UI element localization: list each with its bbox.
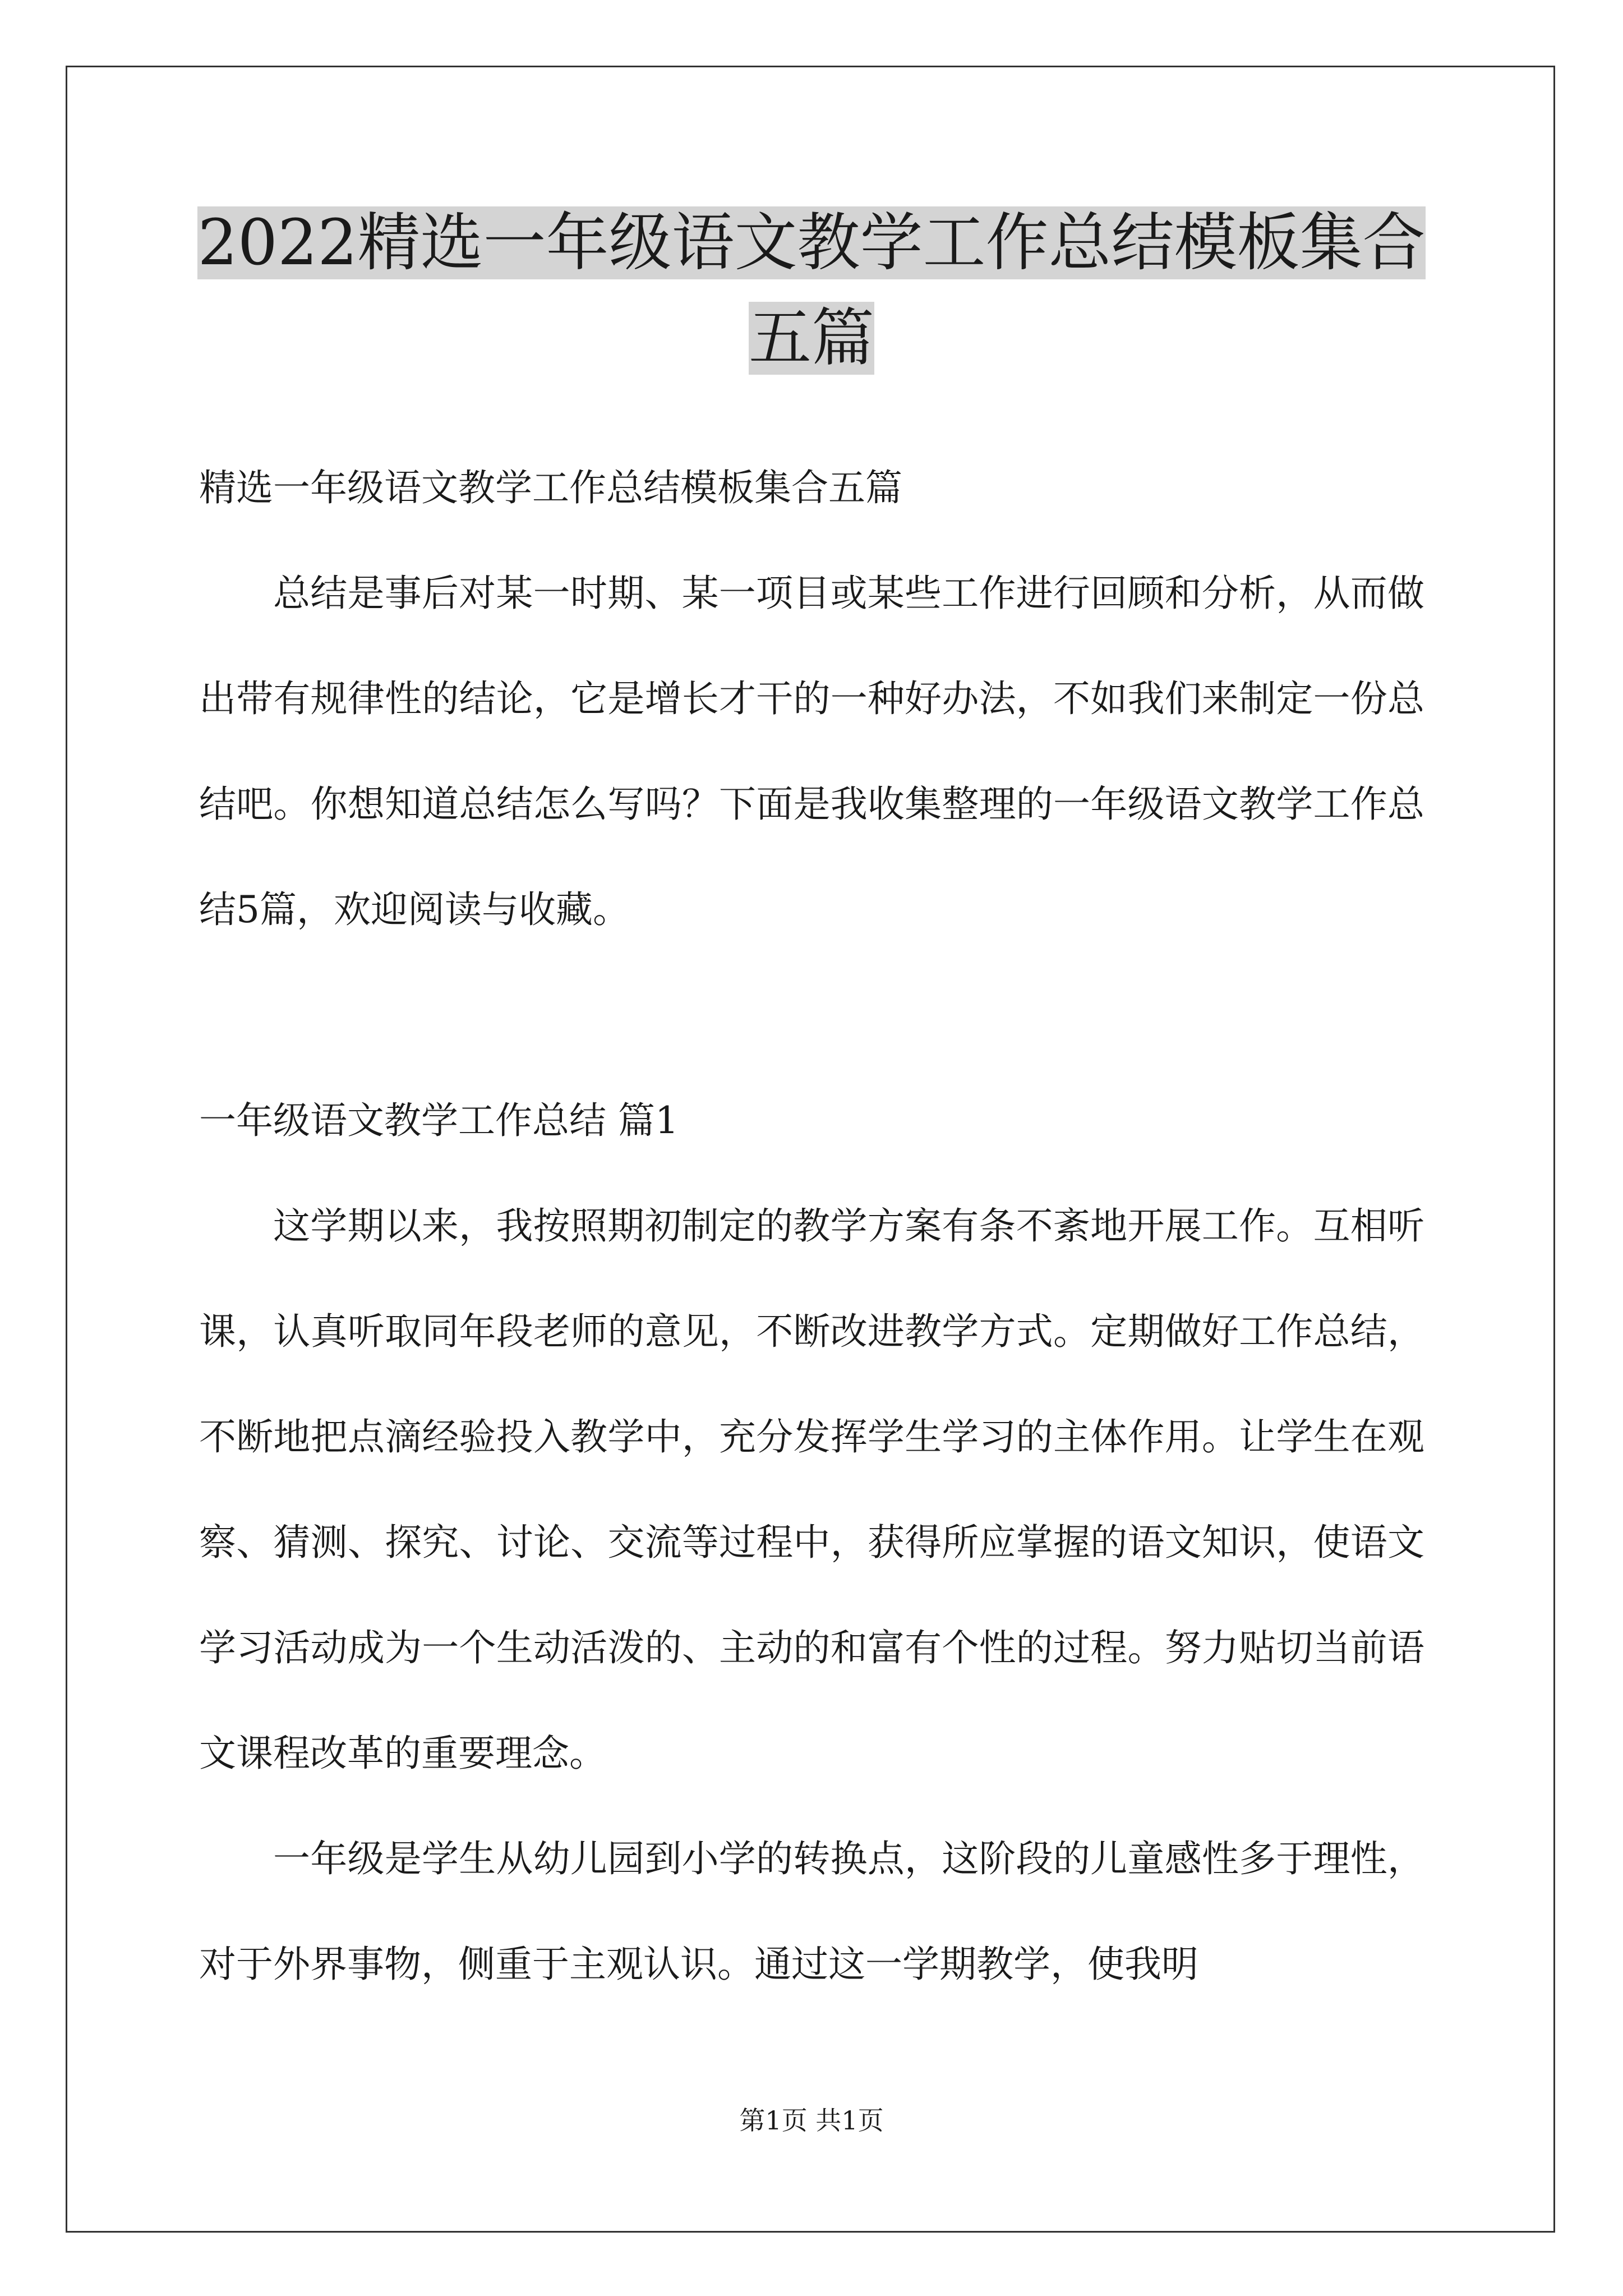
section-heading: 一年级语文教学工作总结 篇1: [199, 1099, 679, 1142]
title-highlight: 2022精选一年级语文教学工作总结模板集合五篇: [197, 206, 1426, 375]
document-body: [199, 435, 1424, 2017]
document-title: [196, 195, 1427, 386]
intro-paragraph: 总结是事后对某一时期、某一项目或某些工作进行回顾和分析，从而做出带有规律性的结论，它是增长才干的一种好办法，不如我们来制定一份总结吧。你想知道总结怎么写吗？下面是我收集整理的一年级语文教学工作总结5篇，欢迎阅读与收藏。: [199, 572, 1424, 931]
body-paragraph-2: 一年级是学生从幼儿园到小学的转换点，这阶段的儿童感性多于理性，对于外界事物，侧重于主观认识。通过这一学期教学，使我明: [199, 1837, 1424, 1986]
document-subtitle: 精选一年级语文教学工作总结模板集合五篇: [199, 466, 902, 509]
page-footer: 第1页 共1页: [739, 2105, 884, 2136]
body-paragraph-1: 这学期以来，我按照期初制定的教学方案有条不紊地开展工作。互相听课，认真听取同年段老师的意见，不断改进教学方式。定期做好工作总结，不断地把点滴经验投入教学中，充分发挥学生学习的主体作用。让学生在观察、猜测、探究、讨论、交流等过程中，获得所应掌握的语文知识，使语文学习活动成为一个生动活泼的、主动的和富有个性的过程。努力贴切当前语文课程改革的重要理念。: [199, 1204, 1424, 1775]
section-spacer: [199, 963, 1424, 1068]
